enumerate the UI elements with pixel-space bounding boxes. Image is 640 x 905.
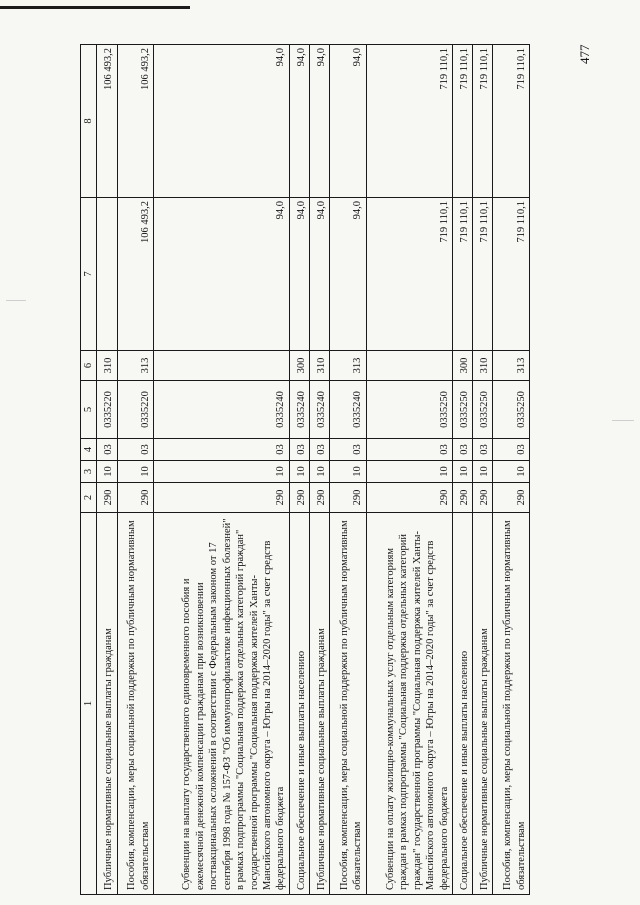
table-row [452,45,472,895]
row-name-cell: Социальное обеспечение и иные выплаты населению [289,513,309,895]
table-cell: 313 [117,351,154,381]
table-cell: 94,0 [289,198,309,351]
row-name-cell: Субвенции на оплату жилищно-коммунальных услуг отдельным категориям граждан в рамках подпрограммы "Социальная поддержка отдельных категорий граждан" государственной программы "Социальная поддержка жителей Ханты-Мансийского автономного округа – Югры на 2014–2020 годы" за счет средств федерального бюджета [366,513,452,895]
table-cell: 03 [117,439,154,461]
column-header: 1 [81,513,97,895]
table-cell: 94,0 [310,198,330,351]
row-name-cell: Пособия, компенсации, меры социальной поддержки по публичным нормативным обязательствам [330,513,367,895]
table-cell: 03 [289,439,309,461]
table-cell: 03 [97,439,117,461]
table-cell: 290 [473,483,493,513]
table-cell: 0335240 [310,381,330,439]
table-row [97,45,117,895]
table-cell: 10 [452,461,472,483]
table-cell: 10 [154,461,290,483]
table-cell: 290 [452,483,472,513]
table-cell: 313 [330,351,367,381]
column-header: 6 [81,351,97,381]
table-cell: 10 [473,461,493,483]
row-name-cell: Субвенции на выплату государственного единовременного пособия и ежемесячной денежной компенсации гражданам при возникновении поствакцинальных осложнений в соответствии с Федеральным законом от 17 сентября 1998 года № 157-ФЗ "Об иммунопрофилактике инфекционных болезней" в рамках подпрограммы "Социальная поддержка отдельных категорий граждан" государственной программы "Социальная поддержка жителей Ханты-Мансийского автономного округа – Югры на 2014–2020 годы" за счет средств федерального бюджета [154,513,290,895]
table-cell [97,198,117,351]
table-row [117,45,154,895]
table-cell: 310 [97,351,117,381]
table-cell: 719 110,1 [452,198,472,351]
table-cell: 10 [289,461,309,483]
table-cell: 0335250 [473,381,493,439]
table-row [330,45,367,895]
scan-artifact [612,420,634,421]
table-cell: 0335250 [366,381,452,439]
table-cell: 03 [493,439,530,461]
table-cell: 94,0 [330,45,367,198]
table-cell: 290 [330,483,367,513]
table-cell: 10 [330,461,367,483]
table-cell: 300 [452,351,472,381]
table-cell: 719 110,1 [452,45,472,198]
table-cell: 106 493,2 [117,45,154,198]
table-cell: 106 493,2 [117,198,154,351]
row-name-cell: Публичные нормативные социальные выплаты гражданам [310,513,330,895]
table-cell: 03 [452,439,472,461]
table-cell: 310 [310,351,330,381]
budget-table [80,44,530,895]
table-cell: 0335240 [289,381,309,439]
scan-artifact [6,300,26,301]
table-cell: 290 [154,483,290,513]
table-cell: 10 [310,461,330,483]
table-cell: 719 110,1 [473,198,493,351]
table-cell: 03 [330,439,367,461]
table-cell: 03 [473,439,493,461]
table-cell: 719 110,1 [366,198,452,351]
column-header: 7 [81,198,97,351]
table-cell: 0335220 [117,381,154,439]
table-cell: 94,0 [310,45,330,198]
table-cell: 290 [493,483,530,513]
table-cell: 290 [366,483,452,513]
table-cell: 10 [493,461,530,483]
row-name-cell: Пособия, компенсации, меры социальной поддержки по публичным нормативным обязательствам [117,513,154,895]
column-header: 5 [81,381,97,439]
table-cell: 313 [493,351,530,381]
column-header: 8 [81,45,97,198]
row-name-cell: Публичные нормативные социальные выплаты гражданам [473,513,493,895]
table-row [289,45,309,895]
table-cell: 290 [97,483,117,513]
column-header: 2 [81,483,97,513]
top-edge-rule [0,6,190,9]
rotated-table-container [80,45,530,895]
table-row [366,45,452,895]
table-cell [154,351,290,381]
column-header: 4 [81,439,97,461]
table-cell: 94,0 [154,45,290,198]
table-cell: 719 110,1 [493,45,530,198]
table-cell: 03 [310,439,330,461]
table-cell: 10 [366,461,452,483]
row-name-cell: Пособия, компенсации, меры социальной поддержки по публичным нормативным обязательствам [493,513,530,895]
table-cell: 94,0 [330,198,367,351]
table-cell: 10 [97,461,117,483]
table-cell: 10 [117,461,154,483]
row-name-cell: Публичные нормативные социальные выплаты гражданам [97,513,117,895]
table-cell: 03 [366,439,452,461]
table-cell: 290 [289,483,309,513]
table-cell: 719 110,1 [366,45,452,198]
table-cell: 106 493,2 [97,45,117,198]
table-cell: 0335220 [97,381,117,439]
table-row [310,45,330,895]
table-cell: 03 [154,439,290,461]
table-row [154,45,290,895]
table-row [493,45,530,895]
table-cell: 0335240 [154,381,290,439]
table-cell: 94,0 [154,198,290,351]
table-row [473,45,493,895]
table-cell: 719 110,1 [493,198,530,351]
table-cell: 94,0 [289,45,309,198]
column-header: 3 [81,461,97,483]
table-cell: 290 [117,483,154,513]
table-cell: 0335250 [493,381,530,439]
table-cell: 719 110,1 [473,45,493,198]
table-cell: 300 [289,351,309,381]
table-cell: 0335240 [330,381,367,439]
page-number: 477 [577,44,592,64]
table-cell [366,351,452,381]
table-cell: 0335250 [452,381,472,439]
table-cell: 310 [473,351,493,381]
table-cell: 290 [310,483,330,513]
row-name-cell: Социальное обеспечение и иные выплаты населению [452,513,472,895]
table-header-row [81,45,97,895]
